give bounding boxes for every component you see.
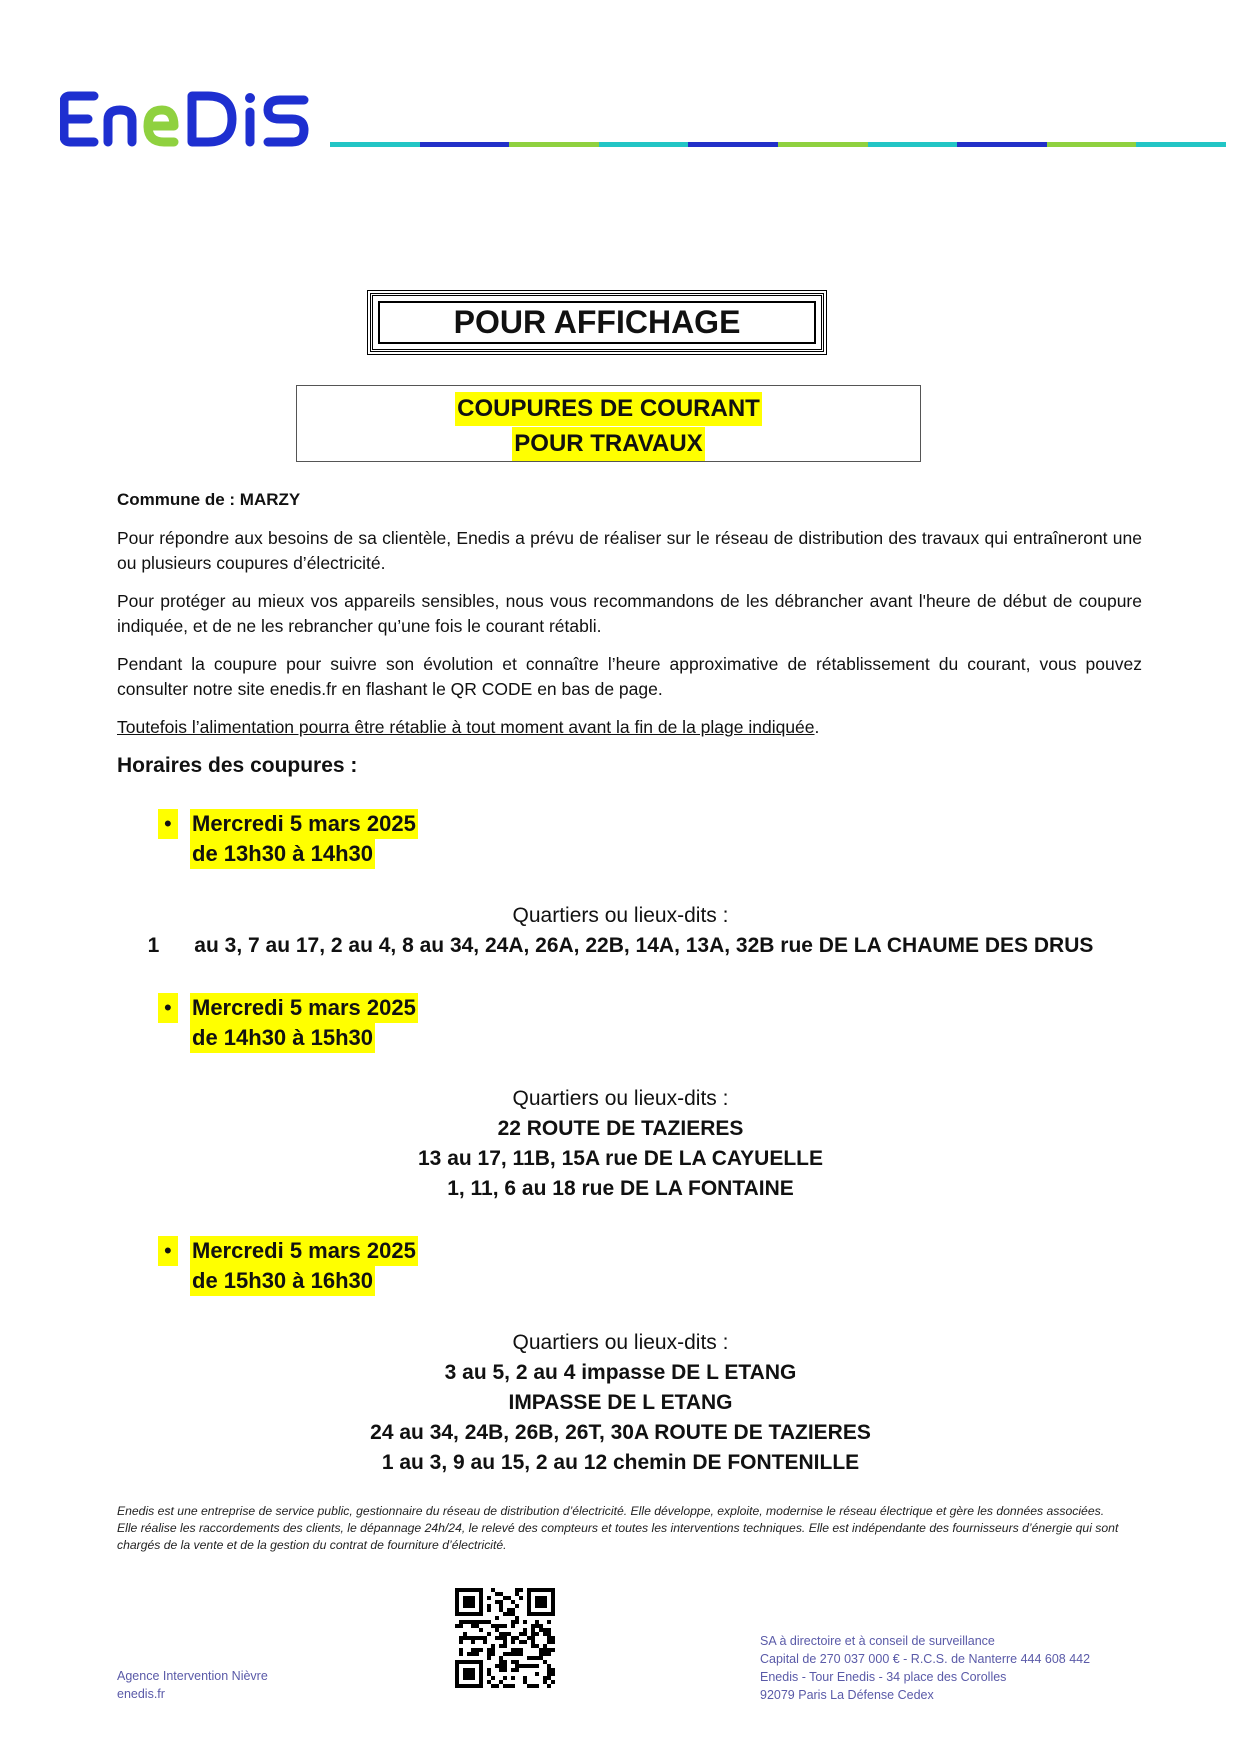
place-line: 22 ROUTE DE TAZIERES [497,1117,744,1140]
schedule-heading: Horaires des coupures : [117,754,358,777]
place-line: IMPASSE DE L ETANG [508,1391,733,1414]
footer-left [117,1667,268,1703]
stripe-segment [957,142,1047,147]
places-label: Quartiers ou lieux-dits : [512,904,729,927]
stripe-segment [868,142,958,147]
stripe-segment [1047,142,1137,147]
stripe-segment [420,142,510,147]
places-label: Quartiers ou lieux-dits : [512,1087,729,1110]
paragraph-2: Pour protéger au mieux vos appareils sensibles, nous vous recommandons de les débrancher avant l'heure de début de coupure indiquée, et de ne les rebrancher qu’une fois le courant rétabli. [117,591,1142,636]
slot-hours: de 14h30 à 15h30 [190,1023,375,1053]
place-line: 1 au 3, 7 au 17, 2 au 4, 8 au 34, 24A, 26A, 22B, 14A, 13A, 32B rue DE LA CHAUME DES DRUS [147,934,1094,957]
website-link[interactable]: enedis.fr [117,1687,165,1701]
enedis-logo [60,88,330,150]
qr-code-icon[interactable] [455,1588,555,1688]
place-line: 13 au 17, 11B, 15A rue DE LA CAYUELLE [418,1147,823,1170]
agency-name: Agence Intervention Nièvre [117,1669,268,1683]
stripe-segment [1136,142,1226,147]
legal-notice: Enedis est une entreprise de service public, gestionnaire du réseau de distribution d’électricité. Elle développe, exploite, modernise le réseau électrique et gère les données associées. Elle réalise les raccordements des clients, le dépannage 24h/24, le relevé des compteurs et toutes les interventions techniques. Elle est indépendante des fournisseurs d’énergie qui sont chargés de la vente et de la gestion du contrat de fourniture d’électricité. [117,1504,1119,1552]
stripe-segment [778,142,868,147]
slot-date: Mercredi 5 mars 2025 [190,809,418,839]
bullet-icon: • [158,993,178,1023]
place-line: 3 au 5, 2 au 4 impasse DE L ETANG [444,1361,797,1384]
note-underlined: Toutefois l’alimentation pourra être rétablie à tout moment avant la fin de la plage indiquée [117,717,815,737]
place-line: 1 au 3, 9 au 15, 2 au 12 chemin DE FONTENILLE [381,1451,860,1474]
bullet-icon: • [158,1236,178,1266]
title-text: POUR AFFICHAGE [378,301,816,344]
commune-label: Commune de : MARZY [117,490,301,509]
places-label: Quartiers ou lieux-dits : [512,1331,729,1354]
slot-hours: de 15h30 à 16h30 [190,1266,375,1296]
subtitle-line-2: POUR TRAVAUX [512,427,704,461]
place-line: 24 au 34, 24B, 26B, 26T, 30A ROUTE DE TAZIERES [370,1421,871,1444]
paragraph-1: Pour répondre aux besoins de sa clientèle, Enedis a prévu de réaliser sur le réseau de distribution des travaux qui entraîneront une ou plusieurs coupures d’électricité. [117,528,1142,573]
stripe-segment [330,142,420,147]
company-line-1: SA à directoire et à conseil de surveillance [760,1634,995,1648]
paragraph-note [117,715,1142,740]
note-end: . [814,717,820,737]
company-line-3: Enedis - Tour Enedis - 34 place des Corolles [760,1670,1007,1684]
stripe-segment [509,142,599,147]
slot-date: Mercredi 5 mars 2025 [190,1236,418,1266]
footer-right [760,1632,1090,1704]
header-stripe [330,142,1226,147]
company-line-2: Capital de 270 037 000 € - R.C.S. de Nanterre 444 608 442 [760,1652,1091,1666]
slot-date: Mercredi 5 mars 2025 [190,993,418,1023]
stripe-segment [599,142,689,147]
stripe-segment [688,142,778,147]
title-box [370,293,824,352]
subtitle-box [296,385,921,462]
bullet-icon: • [158,809,178,839]
slot-hours: de 13h30 à 14h30 [190,839,375,869]
place-line: 1, 11, 6 au 18 rue DE LA FONTAINE [447,1177,794,1200]
paragraph-3: Pendant la coupure pour suivre son évolution et connaître l’heure approximative de rétablissement du courant, vous pouvez consulter notre site enedis.fr en flashant le QR CODE en bas de page. [117,654,1142,699]
subtitle-line-1: COUPURES DE COURANT [455,392,762,426]
company-line-4: 92079 Paris La Défense Cedex [760,1688,934,1702]
